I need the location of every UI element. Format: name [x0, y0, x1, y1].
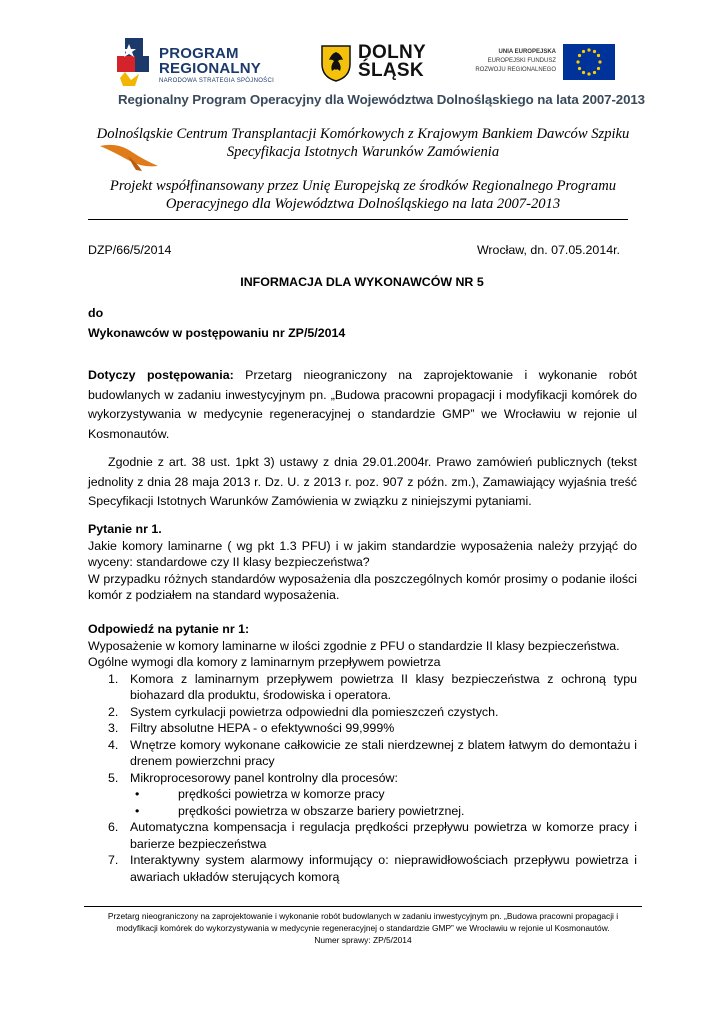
list-item — [88, 704, 637, 721]
eu-flag-icon — [563, 44, 615, 80]
page-footer — [84, 910, 642, 946]
answer-text-2: Ogólne wymogi dla komory z laminarnym przepływem powietrza — [88, 655, 441, 669]
list-item-text: Filtry absolutne HEPA - o efektywności 99,999% — [130, 721, 395, 735]
list-item-text: System cyrkulacji powietrza odpowiedni dla pomieszczeń czystych. — [130, 704, 499, 719]
region-logo-line1: DOLNY — [358, 42, 426, 63]
program-regionalny-logo — [115, 38, 290, 92]
eu-logo-line3: ROZWOJU REGIONALNEGO — [475, 67, 556, 73]
list-item — [88, 770, 637, 820]
list-item-number: 6. — [108, 820, 119, 834]
answer-label: Odpowiedź na pytanie nr 1: — [88, 622, 250, 636]
footer-line1: Przetarg nieograniczony na zaprojektowanie i wykonanie robót budowlanych w zadaniu inwestycyjnym pn. „Budowa pracowni propagacji i — [107, 911, 619, 921]
reference-number: DZP/66/5/2014 — [88, 243, 172, 257]
eu-logo-line1: UNIA EUROPEJSKA — [498, 49, 556, 55]
list-item — [88, 819, 637, 852]
list-item-number: 3. — [108, 721, 119, 735]
sub-list-item — [130, 803, 637, 820]
legal-paragraph: Zgodnie z art. 38 ust. 1pkt 3) ustawy z dnia 29.01.2004r. Prawo zamówień publicznych (tekst jednolity z dnia 28 maja 2013 r. Dz. U. z 2013 r. poz. 907 z późn. zm.), Zamawiający wyjaśnia treść Specyfikacji Istotnych Warunków Zamówienia w związku z niniejszymi pytaniami. — [88, 455, 637, 508]
list-item-number: 2. — [108, 704, 119, 719]
addressee-line2: Wykonawców w postępowaniu nr ZP/5/2014 — [88, 325, 346, 340]
list-item — [88, 852, 637, 885]
list-item-text: Komora z laminarnym przepływem powietrza II klasy bezpieczeństwa z ochroną typu biohazard dla produktu, środowiska i operatora. — [130, 671, 637, 702]
question-text-1: Jakie komory laminarne ( wg pkt 1.3 PFU) i w jakim standardzie wyposażenia należy przyjąć do wyceny: standardowe czy II klasy bezpieczeństwa? — [88, 538, 637, 569]
program-regionalny-emblem-icon — [115, 38, 153, 88]
footer-divider — [84, 906, 642, 907]
footer-line2: modyfikacji komórek do wykorzystywania w medycynie regeneracyjnej o standardzie GMP” we Wrocławiu w rejonie ul Kosmonautów. — [116, 923, 610, 933]
eagle-shield-icon — [320, 44, 352, 82]
dolny-slask-logo — [320, 42, 440, 88]
project-line1: Projekt współfinansowany przez Unię Europejską ze środków Regionalnego Programu — [109, 178, 617, 194]
question-text-2: W przypadku różnych standardów wyposażenia dla poszczególnych komór prosimy o podanie ilości komór z podziałem na standard wyposażenia. — [88, 571, 637, 602]
subject-text: Przetarg nieograniczony na zaprojektowanie i wykonanie robót budowlanych w zadaniu inwestycyjnym pn. „Budowa pracowni propagacji i modyfikacji komórek do wykorzystywania w medycynie regeneracyjnej o standardzie GMP” we Wrocławiu w rejonie ul Kosmonautów. — [88, 368, 637, 441]
spec-title: Specyfikacja Istotnych Warunków Zamówienia — [226, 144, 500, 160]
list-item-number: 5. — [108, 770, 119, 785]
place-date: Wrocław, dn. 07.05.2014r. — [476, 243, 620, 257]
subject-label: Dotyczy postępowania: — [88, 368, 234, 382]
eu-logo-line2: EUROPEJSKI FUNDUSZ — [487, 58, 556, 64]
list-item — [88, 737, 637, 770]
header-divider — [88, 219, 628, 220]
addressee-line1: do — [88, 306, 104, 320]
footer-line3: Numer sprawy: ZP/5/2014 — [314, 935, 412, 945]
list-item-number: 7. — [108, 853, 119, 867]
list-item — [88, 720, 637, 737]
institution-name: Dolnośląskie Centrum Transplantacji Komórkowych z Krajowym Bankiem Dawców Szpiku — [96, 126, 630, 142]
list-item-text: Interaktywny system alarmowy informujący o: nieprawidłowościach przepływu powietrza i awariach układów sterujących komorą — [130, 853, 637, 884]
list-item-number: 4. — [108, 737, 119, 752]
document-title: INFORMACJA DLA WYKONAWCÓW NR 5 — [240, 275, 484, 289]
question-section — [88, 521, 637, 604]
list-item-text: Automatyczna kompensacja i regulacja prędkości przepływu powietrza w komorze pracy i barierze bezpieczeństwa — [130, 820, 637, 851]
bullet-icon: • — [135, 803, 140, 818]
eu-logo — [468, 44, 618, 84]
project-info — [78, 177, 648, 213]
program-logo-tagline: NARODOWA STRATEGIA SPÓJNOŚCI — [159, 78, 275, 84]
program-logo-line2: REGIONALNY — [159, 60, 262, 77]
region-logo-line2: ŚLĄSK — [358, 60, 424, 81]
program-logo-line1: PROGRAM — [159, 45, 239, 62]
project-line2: Operacyjnego dla Województwa Dolnośląskiego na lata 2007-2013 — [165, 196, 561, 212]
sub-list-item-text: prędkości powietrza w komorze pracy — [178, 787, 385, 801]
subject-paragraph — [88, 366, 637, 444]
sub-list — [130, 786, 637, 819]
sub-list-item — [130, 786, 637, 803]
institution-header — [78, 125, 648, 161]
bullet-icon: • — [135, 787, 140, 801]
list-item-number: 1. — [108, 671, 119, 686]
answer-section — [88, 621, 637, 885]
requirements-list — [88, 671, 637, 886]
answer-text-1: Wyposażenie w komory laminarne w ilości zgodnie z PFU o standardzie II klasy bezpieczeństwa. — [88, 638, 620, 653]
question-label: Pytanie nr 1. — [88, 522, 162, 536]
sub-list-item-text: prędkości powietrza w obszarze bariery powietrznej. — [178, 803, 465, 818]
program-line: Regionalny Program Operacyjny dla Województwa Dolnośląskiego na lata 2007-2013 — [118, 92, 645, 107]
list-item — [88, 671, 637, 704]
list-item-text: Mikroprocesorowy panel kontrolny dla procesów: — [130, 770, 398, 785]
addressee — [88, 304, 345, 343]
list-item-text: Wnętrze komory wykonane całkowicie ze stali nierdzewnej z blatem łatwym do demontażu i drenem powierzchni pracy — [130, 737, 637, 768]
